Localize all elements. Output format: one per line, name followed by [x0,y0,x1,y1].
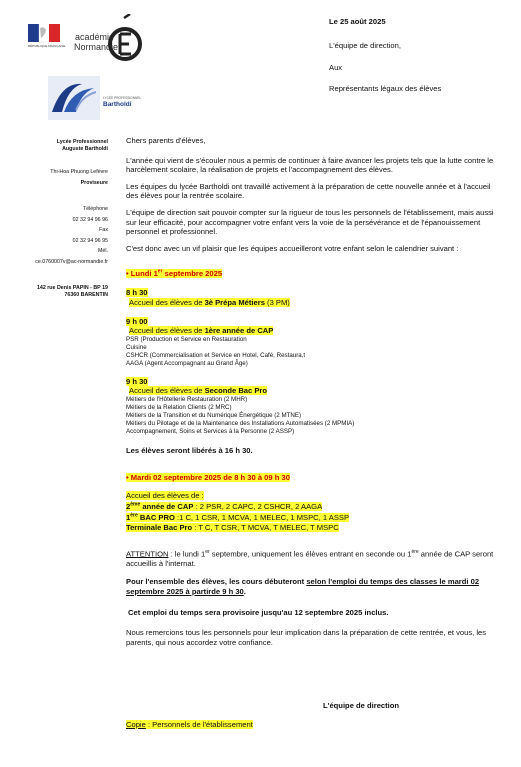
copy-line: Copie : Personnels de l'établissement [126,720,253,729]
normandie-label: Normandie [74,42,119,52]
academie-label: académie [75,32,115,42]
attention-notice: ATTENTION : le lundi 1er septembre, uniquement les élèves entrant en seconde ou 1ère année de CAP seront accueillis à l'internat. [126,548,494,568]
list-item: Cuisine [126,343,147,351]
letter-recipients: Représentants légaux des élèves [329,84,442,93]
release-time: Les élèves seront libérés à 16 h 30. [126,446,253,456]
tuesday-bac-pro: 1ère BAC PRO :1 C, 1 CSR, 1 MCVA, 1 MELEC, 1 MSPC, 1 ASSP [126,512,350,523]
academie-e-icon [108,14,144,66]
slot-2-time: 9 h 00 [126,316,148,326]
slot-2-desc: Accueil des élèves de 1ère année de CAP [129,326,274,336]
courses-start: Pour l'ensemble des élèves, les cours débuteront selon l'emploi du temps des classes le mardi 02 septembre 2025 à partirde 9 h 30. [126,577,480,596]
letter-date: Le 25 août 2025 [329,17,386,26]
paragraph-4: C'est donc avec un vif plaisir que les équipes accueilleront votre enfant selon le calendrier suivant : [126,243,459,253]
paragraph-3: L'équipe de direction sait pouvoir compter sur la rigueur de tous les personnels de l'établissement, mais aussi sur leur efficacité, pour accompagner votre enfant vers la voie de la persévérance et de l'épanouissement personnel et professionnel. [126,207,494,237]
sidebar-contact: Téléphone 02 32 94 96 96 Fax 02 32 94 96 95 Mél. ce.0760007v@ac-normandie.fr [35,204,108,268]
tuesday-title: • Mardi 02 septembre 2025 de 8 h 30 à 09 h 30 [126,472,290,482]
list-item: Métiers du Pilotage et de la Maintenance des Installations Automatisées (2 MPMIA) [126,420,355,428]
provisional-notice: Cet emploi du temps sera provisoire jusqu'au 12 septembre 2025 inclus. [128,607,389,617]
sidebar-mail-link[interactable]: ce.0760007v@ac-normandie.fr [35,258,108,265]
list-item: PSR (Production et Service en Restauration [126,335,247,343]
bartholdi-emblem-icon [48,76,100,120]
list-item: CSHCR (Commercialisation et Service en Hotel, Café, Restaura,t [126,351,306,359]
bullet-icon: • [126,268,129,278]
bullet-icon: • [126,472,129,482]
school-logo-line2: Bartholdi [103,101,132,108]
paragraph-2: Les équipes du lycée Bartholdi ont travaillé activement à la préparation de cette nouvelle année et à l'accueil des élèves pour la rentrée scolaire. [126,181,491,201]
tuesday-cap: 2ème année de CAP : 2 PSR, 2 CAPC, 2 CSHCR, 2 AAGA [126,501,323,512]
thanks-paragraph: Nous remercions tous les personnels pour leur implication dans la préparation de cette rentrée, et vous, les parents, qui nous accordez votre confiance. [126,628,487,647]
slot-3-list [126,396,500,436]
tuesday-terminale: Terminale Bac Pro : T C, T CSR, T MCVA, T MELEC, T MSPC [126,523,339,533]
republique-label: RÉPUBLIQUE FRANÇAISE [28,44,66,48]
academie-logo [28,16,128,68]
list-item: Métiers de la Relation Clients (2 MRC) [126,404,232,412]
slot-3-time: 9 h 30 [126,376,148,386]
list-item: Métiers de l'Hôtellerie Restauration (2 MHR) [126,396,248,404]
sidebar-principal: Thi-Hoa Phuong Lefèvre [50,169,108,175]
signature: L'équipe de direction [323,701,400,710]
list-item: AAGA (Agent Accompagnant au Grand Âge) [126,359,248,367]
slot-1-desc: Accueil des élèves de 3è Prépa Métiers (3 PM) [129,298,290,308]
slot-2-list [126,336,500,368]
slot-3-desc: Accueil des élèves de Seconde Bac Pro [129,386,268,396]
list-item: Métiers de la Transition et du Numérique Énergétique (2 MTNE) [126,412,302,420]
greeting: Chers parents d'élèves, [126,136,206,145]
letter-to-prefix: Aux [329,63,343,72]
paragraph-1: L'année qui vient de s'écouler nous a permis de continuer à faire avancer les projets tels que la lutte contre le harcèlement scolaire, la réalisation de projets et l'accompagnement des élèves. [126,155,494,175]
sidebar-school-name: Lycée Professionnel Auguste Bartholdi [56,139,108,152]
monday-title: • Lundi 1er septembre 2025 [126,268,223,278]
school-logo-line1: LYCÉE PROFESSIONNEL [103,96,142,100]
slot-1-time: 8 h 30 [126,288,148,298]
sidebar-principal-title: Proviseure [80,180,108,186]
school-logo [48,76,148,120]
tuesday-intro: Accueil des élèves de : [126,491,204,501]
letter-from: L'équipe de direction, [329,41,401,50]
sidebar-address: 142 rue Denis PAPIN - BP 19 76360 BARENTIN [36,285,108,298]
list-item: Accompagnement, Soins et Services à la Personne (2 ASSP) [126,428,295,436]
letter-body [126,136,500,647]
